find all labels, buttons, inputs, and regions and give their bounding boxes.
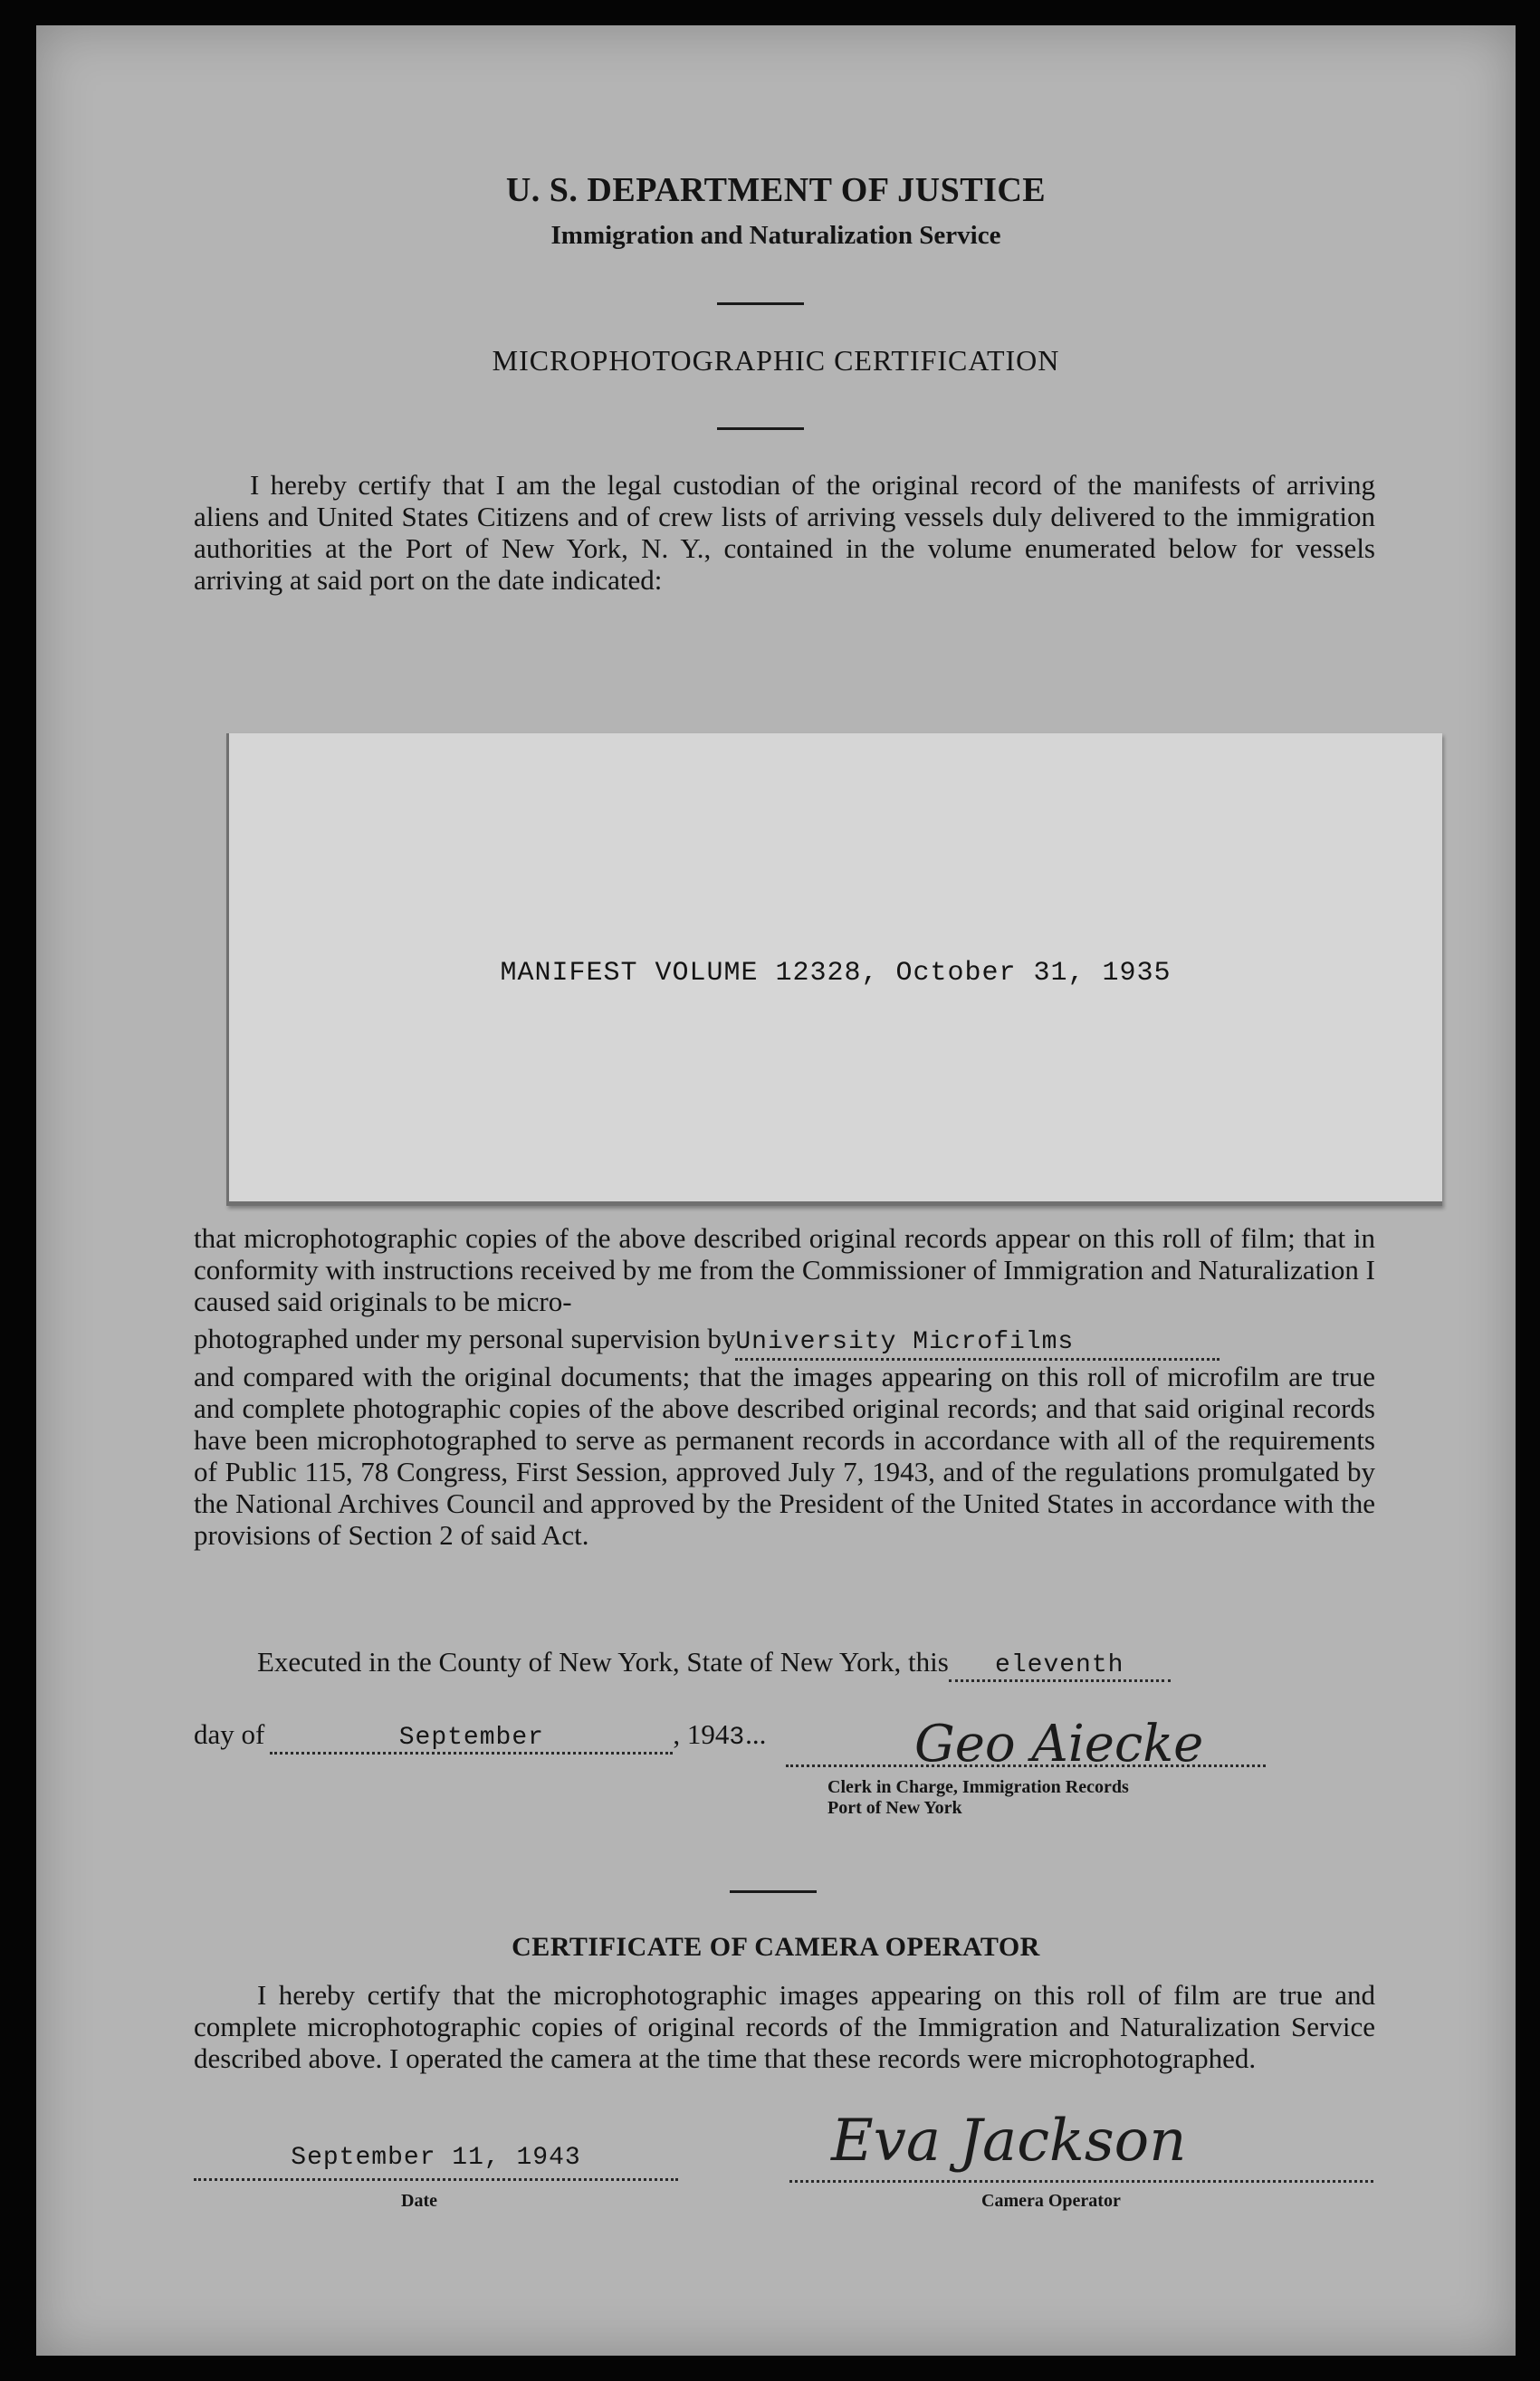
record-card <box>226 733 1442 1206</box>
manifest-volume-label: MANIFEST VOLUME 12328, October 31, 1935 <box>500 958 1172 989</box>
operation-date-label: Date <box>401 2191 437 2211</box>
executed-day-field: eleventh <box>949 1646 1171 1682</box>
intro-paragraph: I hereby certify that I am the legal custodian of the original record of the manifests of arriving aliens and United States Citizens and of crew lists of arriving vessels duly delivered to the immigration authorities at the Port of New York, N. Y., contained in the volume enumerated below for vessels arriving at said port on the date indicated: <box>194 469 1375 596</box>
operator-signature-line <box>789 2176 1373 2183</box>
certification-title: MICROPHOTOGRAPHIC CERTIFICATION <box>492 344 1060 377</box>
service-subheading: Immigration and Naturalization Service <box>550 221 1001 250</box>
clerk-title: Clerk in Charge, Immigration Records Port of New York <box>827 1777 1129 1818</box>
supervision-line: photographed under my personal supervision byUniversity Microfilms <box>194 1323 1375 1361</box>
executed-line: Executed in the County of New York, State of New York, this eleventh <box>257 1646 1380 1682</box>
executed-month-field: September <box>270 1718 673 1755</box>
clerk-signature: Geo Aiecke <box>914 1715 1204 1774</box>
divider <box>717 302 804 305</box>
operation-date-field: September 11, 1943 <box>194 2144 678 2181</box>
date-line: day of September , 1943... <box>194 1718 918 1755</box>
divider <box>730 1890 817 1893</box>
certificate-sheet <box>36 25 1516 2356</box>
body-paragraph: that microphotographic copies of the above described original records appear on this roll of film; that in conformity with instructions received by me from the Commissioner of Immigration and Naturalization I caused said originals to be micro- photographed under my personal supervision byUniversity Microfilms and compared with the original documents; that the images appearing on this roll of microfilm are true and complete photographic copies of the above described original records; and that said original records have been microphotographed to serve as permanent records in accordance with all of the requirements of Public 115, 78 Congress, First Session, approved July 7, 1943, and of the regulations promulgated by the National Archives Council and approved by the President of the United States in accordance with the provisions of Section 2 of said Act. <box>194 1222 1375 1551</box>
operator-label: Camera Operator <box>981 2191 1121 2211</box>
supervisor-field: University Microfilms <box>735 1323 1220 1361</box>
divider <box>717 427 804 430</box>
department-heading: U. S. DEPARTMENT OF JUSTICE <box>505 171 1047 209</box>
camera-certificate-heading: CERTIFICATE OF CAMERA OPERATOR <box>512 1932 1040 1962</box>
operator-signature: Eva Jackson <box>831 2108 1187 2175</box>
camera-certificate-text: I hereby certify that the microphotographic images appearing on this roll of film are true and complete microphotographic copies of original records of the Immigration and Naturalization Service described above. I operated the camera at the time that these records were microphotographed. <box>194 1979 1375 2074</box>
